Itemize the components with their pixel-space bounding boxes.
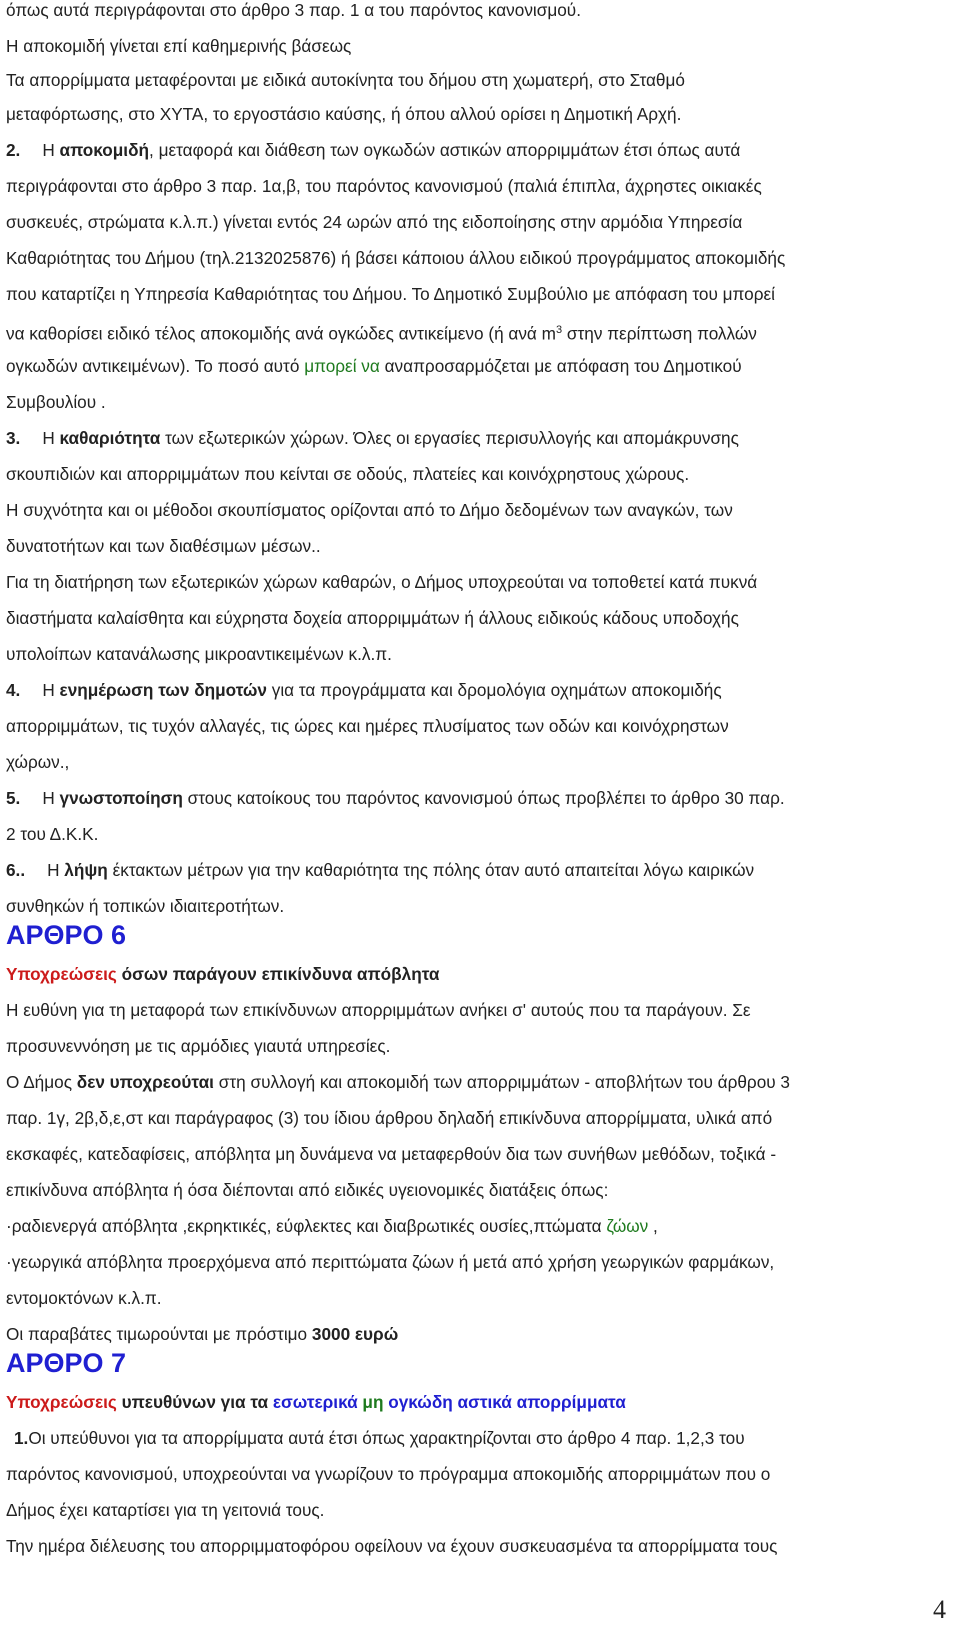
text-line [6,1324,398,1344]
text-span: Η [42,428,60,448]
text-line: Για τη διατήρηση των εξωτερικών χώρων καθαρών, ο Δήμος υποχρεούται να τοποθετεί κατά πυκνά [6,572,758,592]
section-5-line [6,788,785,808]
text-line: Δήμος έχει καταρτίσει για τη γειτονιά τους. [6,1500,325,1520]
text-span: Η [47,860,65,880]
text-span: , μεταφορά και διάθεση των ογκωδών αστικών απορριμμάτων έτσι όπως αυτά [149,140,741,160]
text-span: στην περίπτωση πολλών [562,323,757,344]
text-line: 2 του Δ.Κ.Κ. [6,824,99,844]
section-6-line [6,860,754,880]
text-span: για τα προγράμματα και δρομολόγια οχημάτων αποκομιδής [266,680,722,700]
text-line: Καθαριότητας του Δήμου (τηλ.2132025876) ή βάσει κάποιου άλλου ειδικού προγράμματος αποκομιδής [6,248,786,268]
bold-term: ενημέρωση των δημοτών [59,680,267,700]
text-line: συσκευές, στρώματα κ.λ.π.) γίνεται εντός 24 ωρών από της ειδοποίησης στην αρμόδια Υπηρεσία [6,212,743,232]
text-line: Την ημέρα διέλευσης του απορριμματοφόρου οφείλουν να έχουν συσκευασμένα τα απορρίμματα τους [6,1536,778,1556]
text-span: στη συλλογή και αποκομιδή των απορριμμάτων - αποβλήτων του άρθρου 3 [213,1072,790,1092]
section-number: 1. [14,1428,29,1448]
text-span: Η [42,140,60,160]
bold-term: αποκομιδή [59,140,150,160]
red-text: Υποχρεώσεις [6,964,117,984]
text-line [6,356,742,376]
section-number: 4. [6,680,21,700]
text-span: Η [42,680,60,700]
superscript: 3 [555,324,563,336]
text-line: απορριμμάτων, τις τυχόν αλλαγές, τις ώρες και ημέρες πλυσίματος των οδών και κοινόχρηστων [6,716,729,736]
text-span: Ο Δήμος [6,1072,77,1092]
article-7-heading: ΑΡΘΡΟ 7 [6,1348,127,1378]
blue-text: ογκώδη αστικά απορρίμματα [383,1392,626,1412]
text-line: χώρων., [6,752,70,772]
text-line: εντομοκτόνων κ.λ.π. [6,1288,162,1308]
text-line: εκσκαφές, κατεδαφίσεις, απόβλητα μη δυνάμενα να μεταφερθούν δια των συνήθων μεθόδων, τοξικά - [6,1144,777,1164]
text-line [6,320,757,344]
text-line [6,1072,790,1092]
text-line: επικίνδυνα απόβλητα ή όσα διέπονται από ειδικές υγειονομικές διατάξεις όπως: [6,1180,609,1200]
text-span: , [648,1216,658,1236]
section-number: 2. [6,140,21,160]
section-number: 6.. [6,860,26,880]
green-text: μη [357,1392,384,1412]
text-span: στους κατοίκους του παρόντος κανονισμού όπως προβλέπει το άρθρο 30 παρ. [182,788,785,808]
text-line: Η αποκομιδή γίνεται επί καθημερινής βάσεως [6,36,352,56]
bold-term: καθαριότητα [59,428,161,448]
text-span: έκτακτων μέτρων για την καθαριότητα της πόλης όταν αυτό απαιτείται λόγω καιρικών [107,860,755,880]
bold-term: λήψη [64,860,108,880]
text-line: παρ. 1γ, 2β,δ,ε,στ και παράγραφος (3) του ίδιου άρθρου δηλαδή επικίνδυνα απορρίμματα, υλικά από [6,1108,773,1128]
text-line: παρόντος κανονισμού, υποχρεούνται να γνωρίζουν το πρόγραμμα αποκομιδής απορριμμάτων που ο [6,1464,771,1484]
text-span: να καθορίσει ειδικό τέλος αποκομιδής ανά ογκώδες αντικείμενο (ή ανά m [6,323,556,344]
text-span: ·ραδιενεργά απόβλητα ,εκρηκτικές, εύφλεκτες και διαβρωτικές ουσίες,πτώματα [6,1216,607,1236]
text-line: Τα απορρίμματα μεταφέρονται με ειδικά αυτοκίνητα του δήμου στη χωματερή, στο Σταθμό [6,70,685,90]
article-7-subheading [6,1392,626,1412]
text-line: δυνατοτήτων και των διαθέσιμων μέσων.. [6,536,321,556]
text-line: μεταφόρτωσης, στο ΧΥΤΑ, το εργοστάσιο καύσης, ή όπου αλλού ορίσει η Δημοτική Αρχή. [6,104,682,124]
section-number: 5. [6,788,21,808]
highlight-text: ζώων [606,1216,649,1236]
text-line: διαστήματα καλαίσθητα και εύχρηστα δοχεία απορριμμάτων ή άλλους ειδικούς κάδους υποδοχής [6,608,739,628]
text-line: Συμβουλίου . [6,392,106,412]
text-line: προσυνεννόηση με τις αρμόδιες γιαυτά υπηρεσίες. [6,1036,391,1056]
bullet-line [6,1216,658,1236]
text-span: υπευθύνων για τα [116,1392,273,1412]
highlight-text: μπορεί να [304,356,380,376]
text-span: αναπροσαρμόζεται με απόφαση του Δημοτικού [379,356,742,376]
text-line: υπολοίπων κατανάλωσης μικροαντικειμένων κ.λ.π. [6,644,392,664]
bold-term: δεν υποχρεούται [76,1072,214,1092]
article-6-heading: ΑΡΘΡΟ 6 [6,920,127,950]
text-span: Οι παραβάτες τιμωρούνται με πρόστιμο [6,1324,312,1344]
blue-text: εσωτερικά [272,1392,358,1412]
article-6-subheading [6,964,439,984]
bullet-line: ·γεωργικά απόβλητα προερχόμενα από περιττώματα ζώων ή μετά από χρήση γεωργικών φαρμάκων, [6,1252,775,1272]
text-span: ογκωδών αντικειμένων). Το ποσό αυτό [6,356,305,376]
text-line: Η συχνότητα και οι μέθοδοι σκουπίσματος ορίζονται από το Δήμο δεδομένων των αναγκών, των [6,500,733,520]
text-line: Η ευθύνη για τη μεταφορά των επικίνδυνων απορριμμάτων ανήκει σ' αυτούς που τα παράγουν. Σε [6,1000,751,1020]
text-line: περιγράφονται στο άρθρο 3 παρ. 1α,β, του παρόντος κανονισμού (παλιά έπιπλα, άχρηστες οικιακές [6,176,762,196]
text-span: Η [42,788,60,808]
text-span: Οι υπεύθυνοι για τα απορρίμματα αυτά έτσι όπως χαρακτηρίζονται στο άρθρο 4 παρ. 1,2,3 του [28,1428,745,1448]
text-line: όπως αυτά περιγράφονται στο άρθρο 3 παρ. 1 α του παρόντος κανονισμού. [6,0,581,20]
bold-term: γνωστοποίηση [59,788,183,808]
section-2-line [6,140,740,160]
text-span: των εξωτερικών χώρων. Όλες οι εργασίες περισυλλογής και απομάκρυνσης [160,428,739,448]
text-line: σκουπιδιών και απορριμμάτων που κείνται σε οδούς, πλατείες και κοινόχρηστους χώρους. [6,464,690,484]
section-1-line [6,1428,745,1448]
page-number: 4 [933,1595,946,1624]
text-line: που καταρτίζει η Υπηρεσία Καθαριότητας του Δήμου. Το Δημοτικό Συμβούλιο με απόφαση του μπορεί [6,284,775,304]
section-3-line [6,428,739,448]
section-4-line [6,680,722,700]
section-number: 3. [6,428,21,448]
bold-term: 3000 ευρώ [311,1324,399,1344]
red-text: Υποχρεώσεις [6,1392,117,1412]
text-line: συνθηκών ή τοπικών ιδιαιτεροτήτων. [6,896,285,916]
text-span: όσων παράγουν επικίνδυνα απόβλητα [116,964,440,984]
